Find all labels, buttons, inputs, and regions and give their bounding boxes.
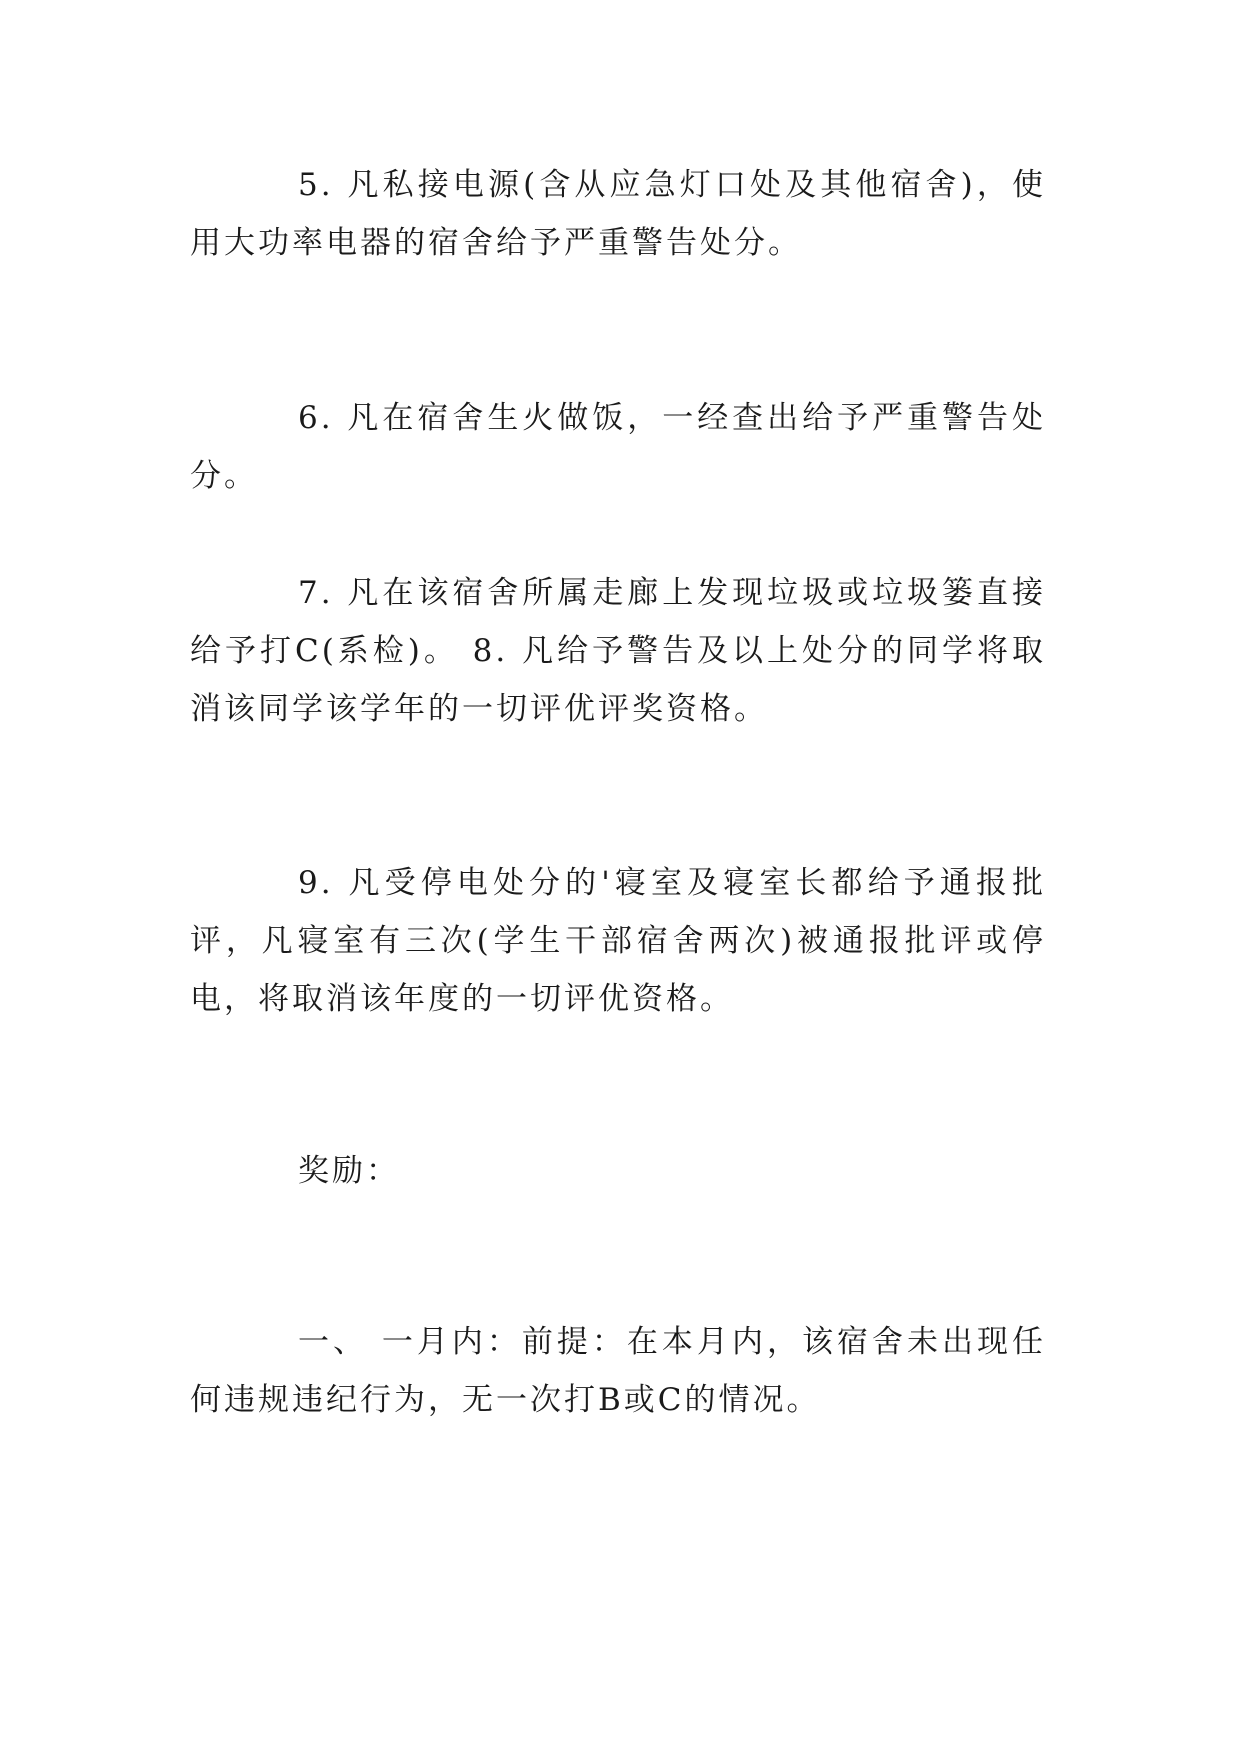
rule-paragraph-5: 5. 凡私接电源(含从应急灯口处及其他宿舍)，使用大功率电器的宿舍给予严重警告处分。 — [190, 167, 1046, 261]
rule-paragraph-6: 6. 凡在宿舍生火做饭，一经查出给予严重警告处分。 — [190, 400, 1046, 494]
reward-paragraph-1: 一、 一月内：前提：在本月内，该宿舍未出现任何违规违纪行为，无一次打B或C的情况。 — [190, 1324, 1046, 1418]
rule-paragraph-9: 9. 凡受停电处分的'寝室及寝室长都给予通报批评，凡寝室有三次(学生干部宿舍两次)被通报批评或停电，将取消该年度的一切评优资格。 — [190, 865, 1046, 1017]
rule-paragraph-7-8: 7. 凡在该宿舍所属走廊上发现垃圾或垃圾篓直接给予打C(系检)。 8. 凡给予警告及以上处分的同学将取消该同学该学年的一切评优评奖资格。 — [190, 575, 1046, 727]
reward-heading: 奖励： — [298, 1153, 400, 1189]
